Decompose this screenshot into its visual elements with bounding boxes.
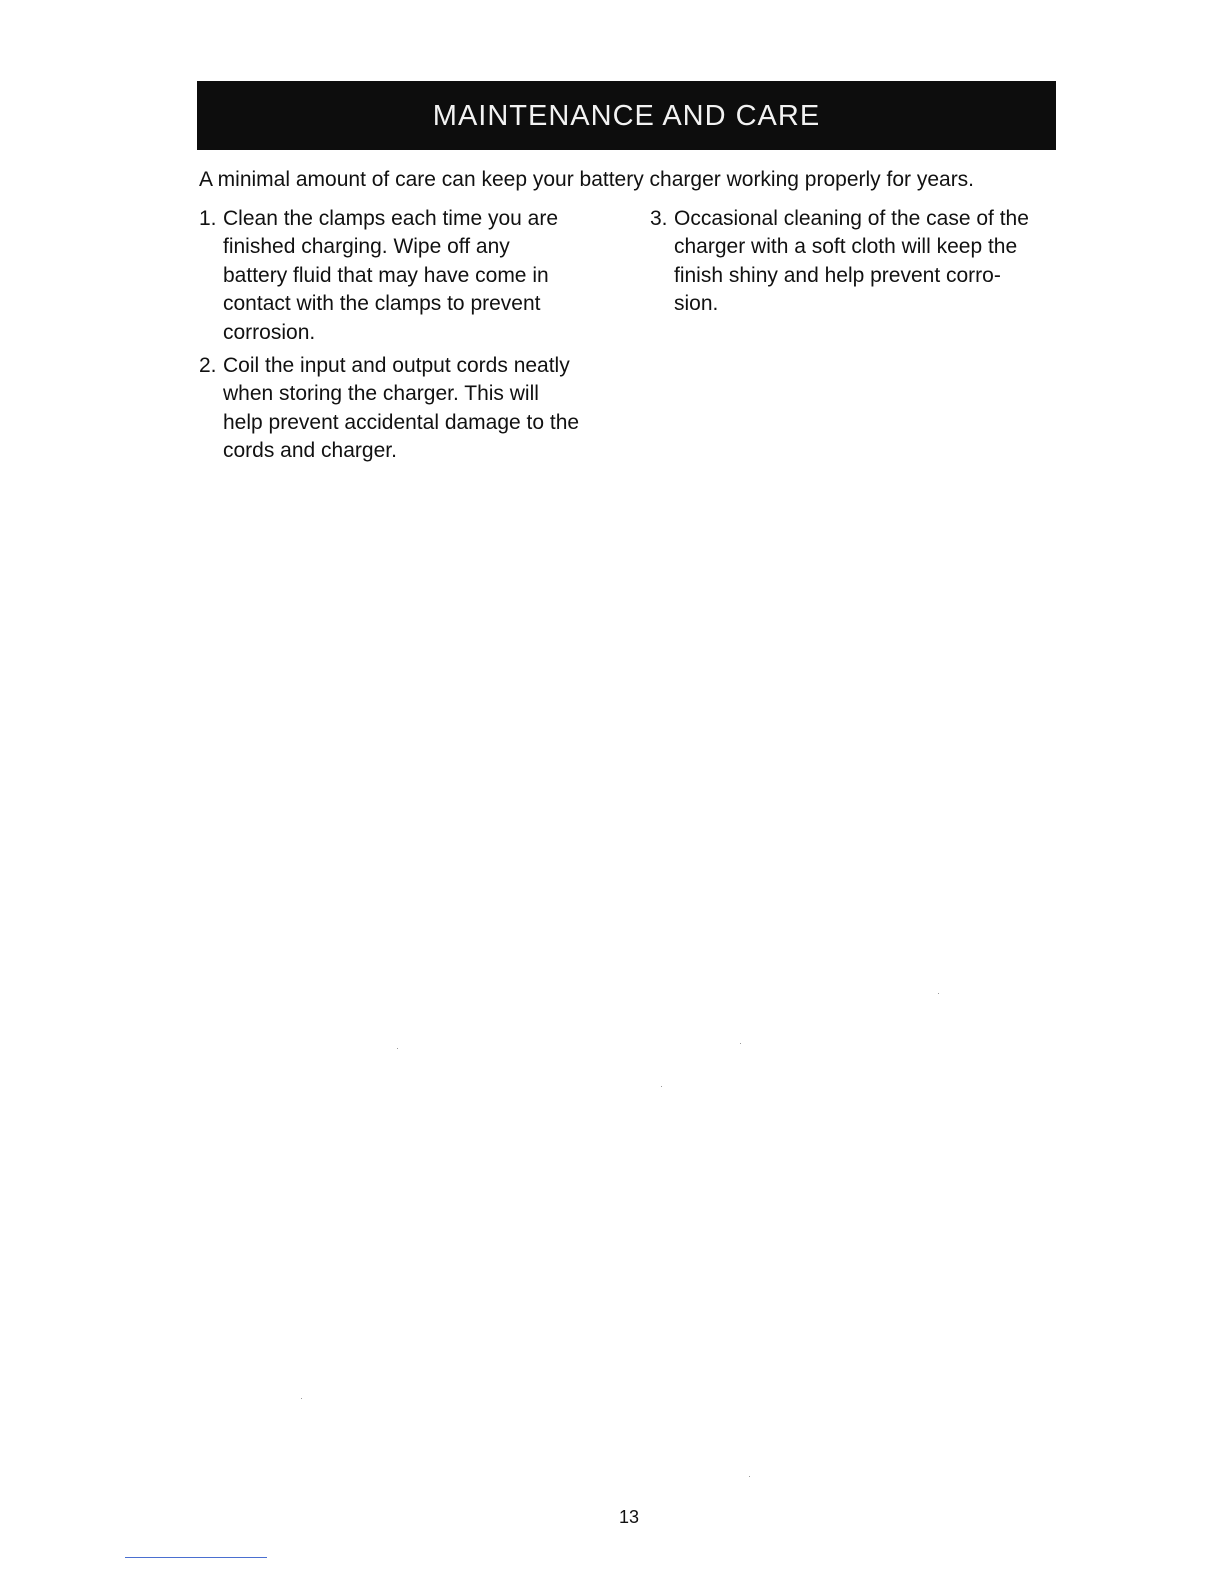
left-column (199, 205, 619, 471)
list-item-line: sion. (674, 292, 719, 316)
scan-speck (749, 1476, 750, 1477)
page-number: 13 (618, 1507, 640, 1527)
list-item-line: battery fluid that may have come in (223, 263, 549, 287)
list-item-line: finished charging. Wipe off any (223, 235, 510, 259)
intro-paragraph: A minimal amount of care can keep your battery charger working properly for years. (199, 168, 975, 191)
list-item-line: when storing the charger. This will (223, 382, 539, 406)
right-column (650, 205, 1070, 324)
list-item-text (223, 205, 619, 347)
list-item (199, 205, 619, 347)
scan-speck (301, 1398, 302, 1399)
section-header-bar (197, 81, 1056, 150)
list-item-number: 3. (650, 207, 668, 230)
list-item-line: charger with a soft cloth will keep the (674, 235, 1018, 259)
list-item-text (674, 205, 1070, 319)
list-item-line: help prevent accidental damage to the (223, 410, 580, 434)
list-item-text (223, 352, 619, 466)
scan-speck (938, 993, 939, 994)
scan-speck (397, 1048, 398, 1049)
list-item-number: 2. (199, 354, 217, 378)
list-item (199, 352, 619, 466)
list-item-number: 1. (199, 207, 217, 230)
list-item-line: Clean the clamps each time you are (223, 207, 559, 230)
list-item-line: finish shiny and help prevent corro- (674, 263, 1001, 287)
list-item-line: corrosion. (223, 320, 316, 344)
list-item-line: Coil the input and output cords neatly (223, 354, 570, 378)
list-item-line: cords and charger. (223, 439, 397, 463)
list-item-line: contact with the clamps to prevent (223, 292, 541, 316)
scan-speck (661, 1086, 662, 1087)
list-item (650, 205, 1070, 319)
footer-rule (125, 1557, 267, 1558)
section-title: MAINTENANCE AND CARE (432, 100, 821, 132)
list-item-line: Occasional cleaning of the case of the (674, 207, 1029, 230)
scan-speck (740, 1043, 741, 1044)
